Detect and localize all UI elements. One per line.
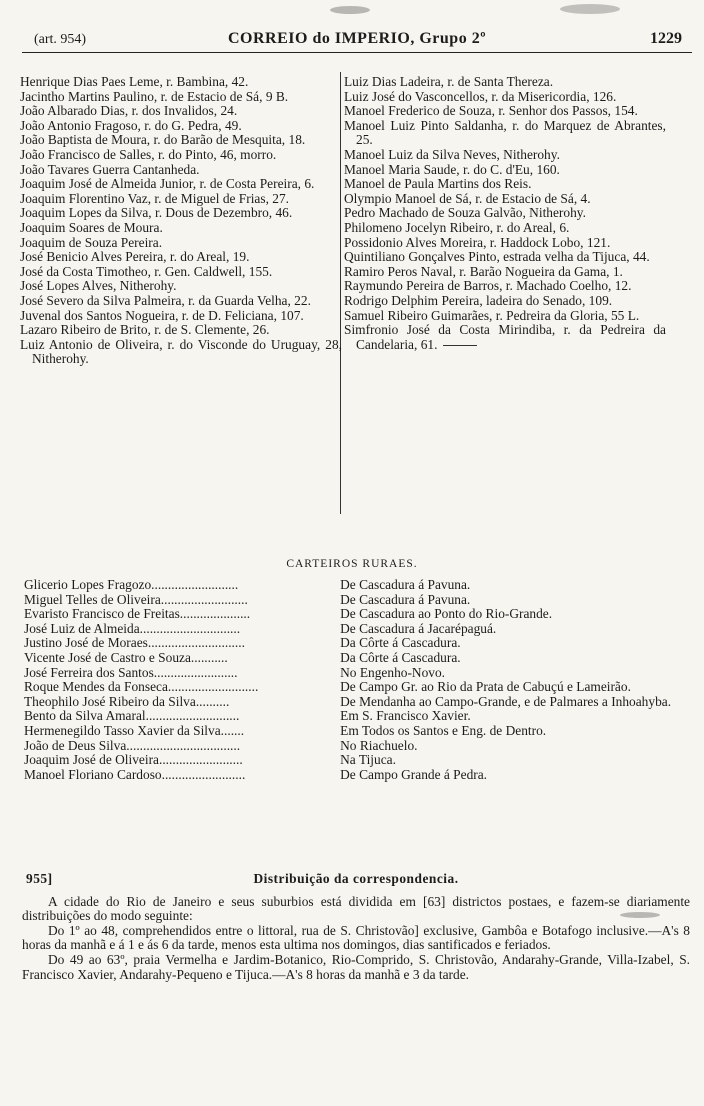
carteiros-heading: CARTEIROS RURAES.	[286, 558, 418, 570]
table-row	[24, 709, 684, 724]
table-row	[24, 753, 684, 768]
list-item: Joaquim Lopes da Silva, r. Dous de Dezembro, 46.	[20, 205, 293, 221]
list-item: Joaquim José de Almeida Junior, r. de Costa Pereira, 6.	[20, 176, 315, 192]
list-item: Raymundo Pereira de Barros, r. Machado Coelho, 12.	[344, 278, 632, 294]
carteiro-name: Miguel Telles de Oliveira..........................	[24, 592, 248, 607]
paragraph-3: Do 49 ao 63º, praia Vermelha e Jardim-Botanico, Rio-Comprido, S. Christovão, Andarahy-Grande, Villa-Izabel, S. Francisco Xavier, Andarahy-Pequeno e Tijuca.—A's 8 horas da manhã e 3 da tarde.	[22, 951, 690, 982]
table-row	[24, 651, 684, 666]
list-item: João Albarado Dias, r. dos Invalidos, 24.	[20, 103, 238, 119]
list-item: José Lopes Alves, Nitherohy.	[20, 278, 177, 294]
carteiro-name: Roque Mendes da Fonseca...........................	[24, 680, 259, 695]
carteiro-route: No Riachuelo.	[340, 737, 418, 753]
list-item: Jacintho Martins Paulino, r. de Estacio de Sá, 9 B.	[20, 88, 289, 104]
carteiro-name: Vicente José de Castro e Souza...........	[24, 650, 228, 665]
section-number: 955]	[26, 871, 53, 886]
article-ref: (art. 954)	[34, 32, 87, 47]
page-title: CORREIO do IMPERIO, Grupo 2º	[228, 30, 486, 47]
carteiro-route: No Engenho-Novo.	[340, 664, 446, 680]
list-item: Joaquim Florentino Vaz, r. de Miguel de Frias, 27.	[20, 190, 290, 206]
carteiro-route: Em Todos os Santos e Eng. de Dentro.	[340, 722, 547, 738]
carteiro-name: Theophilo José Ribeiro da Silva..........	[24, 694, 230, 709]
list-item: José da Costa Timotheo, r. Gen. Caldwell, 155.	[20, 263, 273, 279]
distribuicao-section	[22, 872, 690, 982]
section-title: Distribuição da correspondencia.	[253, 871, 459, 886]
table-row	[24, 739, 684, 754]
carteiro-route: Da Côrte á Cascadura.	[340, 649, 461, 665]
list-item: João Antonio Fragoso, r. do G. Pedra, 49.	[20, 117, 242, 133]
table-row	[24, 593, 684, 608]
list-item: Henrique Dias Paes Leme, r. Bambina, 42.	[20, 74, 249, 89]
carteiro-name: João de Deus Silva..................................	[24, 738, 241, 753]
list-item: Manoel Frederico de Souza, r. Senhor dos Passos, 154.	[344, 103, 638, 119]
list-item: Lazaro Ribeiro de Brito, r. de S. Clemente, 26.	[20, 322, 270, 338]
scan-smudge	[330, 6, 370, 14]
list-item: Joaquim de Souza Pereira.	[20, 234, 163, 250]
left-column	[20, 75, 342, 367]
list-item: Luiz José do Vasconcellos, r. da Misericordia, 126.	[344, 88, 617, 104]
list-item: Quintiliano Gonçalves Pinto, estrada velha da Tijuca, 44.	[344, 249, 650, 265]
carteiro-route: De Campo Grande á Pedra.	[340, 766, 488, 782]
list-item: Ramiro Peros Naval, r. Barão Nogueira da Gama, 1.	[344, 263, 623, 279]
table-row	[24, 622, 684, 637]
list-item: Samuel Ribeiro Guimarães, r. Pedreira da Gloria, 55 L.	[344, 307, 640, 323]
list-item: Luiz Dias Ladeira, r. de Santa Thereza.	[344, 74, 554, 89]
carteiro-name: Joaquim José de Oliveira.........................	[24, 753, 243, 768]
carteiro-name: José Luiz de Almeida..............................	[24, 621, 241, 636]
carteiro-name: Hermenegildo Tasso Xavier da Silva.......	[24, 723, 245, 738]
carteiro-route: De Cascadura á Jacarépaguá.	[340, 620, 497, 636]
carteiro-name: Manoel Floriano Cardoso.........................	[24, 767, 246, 782]
list-item: Olympio Manoel de Sá, r. de Estacio de Sá, 4.	[344, 190, 591, 206]
carteiros-table	[24, 578, 684, 782]
list-item: Manoel de Paula Martins dos Reis.	[344, 176, 532, 192]
table-row	[24, 695, 684, 710]
list-item: José Benicio Alves Pereira, r. do Areal, 19.	[20, 249, 250, 265]
carteiro-route: De Cascadura á Pavuna.	[340, 577, 471, 592]
table-row	[24, 768, 684, 783]
paragraph-1: A cidade do Rio de Janeiro e seus suburbios está dividida em [63] districtos postaes, e fazem-se diariamente distribuições do modo seguinte:	[22, 893, 690, 924]
list-item: Joaquim Soares de Moura.	[20, 219, 163, 235]
list-item: João Francisco de Salles, r. do Pinto, 46, morro.	[20, 146, 277, 162]
carteiro-name: Bento da Silva Amaral............................	[24, 709, 240, 724]
scan-smudge	[560, 4, 620, 14]
carteiro-route: Da Côrte á Cascadura.	[340, 635, 461, 651]
list-item: Manoel Maria Saude, r. do C. d'Eu, 160.	[344, 161, 560, 177]
list-item: João Baptista de Moura, r. do Barão de Mesquita, 18.	[20, 132, 306, 148]
carteiro-route: Na Tijuca.	[340, 752, 396, 768]
table-row	[24, 666, 684, 681]
carteiro-route: De Campo Gr. ao Rio da Prata de Cabuçú e Lameirão.	[340, 679, 631, 695]
table-row	[24, 636, 684, 651]
carteiro-name: Evaristo Francisco de Freitas.....................	[24, 607, 251, 622]
end-rule	[443, 345, 477, 346]
list-item: Possidonio Alves Moreira, r. Haddock Lobo, 121.	[344, 234, 611, 250]
carteiro-route: Em S. Francisco Xavier.	[340, 708, 471, 724]
carteiro-route: De Mendanha ao Campo-Grande, e de Palmares a Inhoahyba.	[340, 693, 672, 709]
running-header	[22, 30, 692, 53]
carteiro-route: De Cascadura ao Ponto do Rio-Grande.	[340, 606, 553, 622]
carteiro-name: Glicerio Lopes Fragozo..........................	[24, 578, 239, 592]
list-item: Simfronio José da Costa Mirindiba, r. da Pedreira da Candelaria, 61.	[344, 322, 666, 352]
list-item: Pedro Machado de Souza Galvão, Nitherohy.	[344, 205, 586, 221]
carteiro-name: Justino José de Moraes.............................	[24, 636, 245, 651]
section-heading	[22, 872, 690, 887]
page-number: 1229	[650, 30, 682, 47]
list-item: Luiz Antonio de Oliveira, r. do Visconde do Uruguay, 28, Nitherohy.	[20, 336, 342, 367]
list-item: Rodrigo Delphim Pereira, ladeira do Senado, 109.	[344, 292, 613, 308]
carteiro-route: De Cascadura á Pavuna.	[340, 591, 471, 607]
right-column	[344, 75, 666, 352]
list-item: Manoel Luiz da Silva Neves, Nitherohy.	[344, 146, 560, 162]
table-row	[24, 578, 684, 593]
table-row	[24, 607, 684, 622]
scan-smudge	[620, 912, 660, 918]
table-row	[24, 724, 684, 739]
list-item: Manoel Luiz Pinto Saldanha, r. do Marquez de Abrantes, 25.	[344, 117, 666, 148]
paragraph-2: Do 1º ao 48, comprehendidos entre o littoral, rua de S. Christovão] exclusive, Gambôa e Botafogo inclusive.—A's 8 horas da manhã e á 1 e ás 6 da tarde, menos esta ultima nos domingos, dias santificados e feriados.	[22, 922, 690, 953]
list-item: Philomeno Jocelyn Ribeiro, r. do Areal, 6.	[344, 219, 570, 235]
carteiro-name: José Ferreira dos Santos.........................	[24, 665, 238, 680]
list-item: José Severo da Silva Palmeira, r. da Guarda Velha, 22.	[20, 292, 311, 308]
list-item: João Tavares Guerra Cantanheda.	[20, 161, 200, 177]
table-row	[24, 680, 684, 695]
list-item: Juvenal dos Santos Nogueira, r. de D. Feliciana, 107.	[20, 307, 304, 323]
